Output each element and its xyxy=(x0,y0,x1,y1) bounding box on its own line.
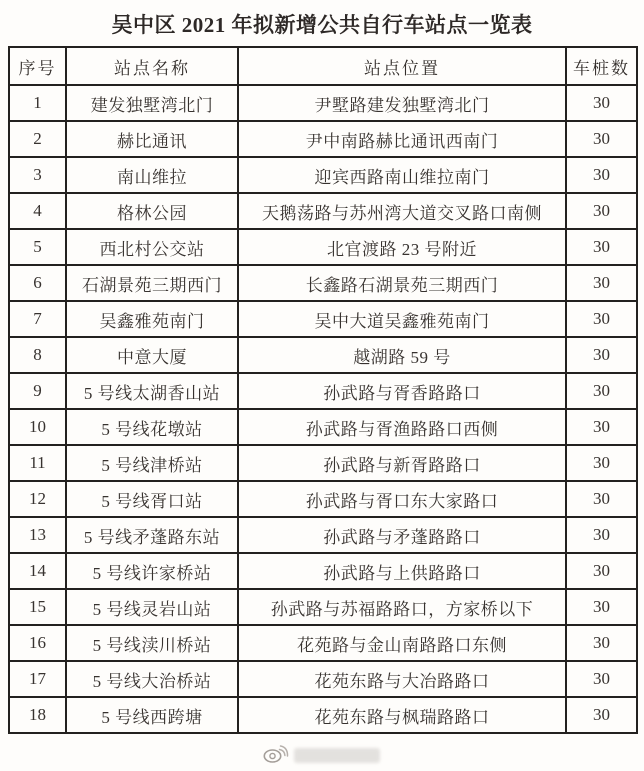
station-location-cell: 天鹅荡路与苏州湾大道交叉路口南侧 xyxy=(238,193,566,229)
col-header-location: 站点位置 xyxy=(238,47,566,85)
station-name-cell: 5 号线矛蓬路东站 xyxy=(66,517,238,553)
table-row xyxy=(9,661,637,697)
station-name-cell: 5 号线花墩站 xyxy=(66,409,238,445)
station-location-cell: 北官渡路 23 号附近 xyxy=(238,229,566,265)
station-location-cell: 尹中南路赫比通讯西南门 xyxy=(238,121,566,157)
station-location-cell: 孙武路与上供路路口 xyxy=(238,553,566,589)
pile-count-cell: 30 xyxy=(566,229,637,265)
station-name-cell: 5 号线灵岩山站 xyxy=(66,589,238,625)
row-index-cell: 9 xyxy=(9,373,66,409)
row-index-cell: 17 xyxy=(9,661,66,697)
table-row xyxy=(9,373,637,409)
row-index-cell: 5 xyxy=(9,229,66,265)
row-index-cell: 4 xyxy=(9,193,66,229)
station-name-cell: 格林公园 xyxy=(66,193,238,229)
station-location-cell: 花苑东路与大冶路路口 xyxy=(238,661,566,697)
station-location-cell: 花苑东路与枫瑞路路口 xyxy=(238,697,566,733)
station-location-cell: 吴中大道吴鑫雅苑南门 xyxy=(238,301,566,337)
pile-count-cell: 30 xyxy=(566,193,637,229)
col-header-name: 站点名称 xyxy=(66,47,238,85)
stations-table xyxy=(8,46,638,734)
pile-count-cell: 30 xyxy=(566,157,637,193)
station-location-cell: 孙武路与苏福路路口，方家桥以下 xyxy=(238,589,566,625)
station-location-cell: 花苑路与金山南路路口东侧 xyxy=(238,625,566,661)
page-title: 吴中区 2021 年拟新增公共自行车站点一览表 xyxy=(111,13,533,37)
table-row xyxy=(9,481,637,517)
table-row xyxy=(9,589,637,625)
station-name-cell: 西北村公交站 xyxy=(66,229,238,265)
row-index-cell: 15 xyxy=(9,589,66,625)
table-row xyxy=(9,697,637,733)
station-name-cell: 5 号线渎川桥站 xyxy=(66,625,238,661)
watermark xyxy=(262,742,380,769)
pile-count-cell: 30 xyxy=(566,265,637,301)
col-header-index: 序号 xyxy=(9,47,66,85)
table-row xyxy=(9,229,637,265)
row-index-cell: 10 xyxy=(9,409,66,445)
table-row xyxy=(9,301,637,337)
row-index-cell: 18 xyxy=(9,697,66,733)
weibo-logo-icon xyxy=(262,742,290,769)
row-index-cell: 16 xyxy=(9,625,66,661)
pile-count-cell: 30 xyxy=(566,517,637,553)
pile-count-cell: 30 xyxy=(566,481,637,517)
row-index-cell: 14 xyxy=(9,553,66,589)
station-name-cell: 石湖景苑三期西门 xyxy=(66,265,238,301)
station-location-cell: 迎宾西路南山维拉南门 xyxy=(238,157,566,193)
table-row xyxy=(9,85,637,121)
table-row xyxy=(9,121,637,157)
station-name-cell: 5 号线许家桥站 xyxy=(66,553,238,589)
station-name-cell: 5 号线胥口站 xyxy=(66,481,238,517)
pile-count-cell: 30 xyxy=(566,301,637,337)
watermark-smudge xyxy=(294,748,380,763)
station-location-cell: 越湖路 59 号 xyxy=(238,337,566,373)
table-row xyxy=(9,625,637,661)
table-row xyxy=(9,337,637,373)
pile-count-cell: 30 xyxy=(566,85,637,121)
row-index-cell: 11 xyxy=(9,445,66,481)
pile-count-cell: 30 xyxy=(566,445,637,481)
station-name-cell: 5 号线大治桥站 xyxy=(66,661,238,697)
station-name-cell: 中意大厦 xyxy=(66,337,238,373)
pile-count-cell: 30 xyxy=(566,409,637,445)
pile-count-cell: 30 xyxy=(566,337,637,373)
station-location-cell: 孙武路与胥香路路口 xyxy=(238,373,566,409)
pile-count-cell: 30 xyxy=(566,373,637,409)
table-row xyxy=(9,517,637,553)
table-row xyxy=(9,265,637,301)
pile-count-cell: 30 xyxy=(566,553,637,589)
table-row xyxy=(9,157,637,193)
station-location-cell: 孙武路与矛蓬路路口 xyxy=(238,517,566,553)
table-header-row xyxy=(9,47,637,85)
row-index-cell: 2 xyxy=(9,121,66,157)
station-name-cell: 吴鑫雅苑南门 xyxy=(66,301,238,337)
pile-count-cell: 30 xyxy=(566,589,637,625)
table-row xyxy=(9,445,637,481)
station-location-cell: 长鑫路石湖景苑三期西门 xyxy=(238,265,566,301)
table-row xyxy=(9,553,637,589)
col-header-piles: 车桩数 xyxy=(566,47,637,85)
station-name-cell: 5 号线太湖香山站 xyxy=(66,373,238,409)
station-name-cell: 赫比通讯 xyxy=(66,121,238,157)
pile-count-cell: 30 xyxy=(566,121,637,157)
station-location-cell: 孙武路与胥渔路路口西侧 xyxy=(238,409,566,445)
station-name-cell: 5 号线津桥站 xyxy=(66,445,238,481)
row-index-cell: 13 xyxy=(9,517,66,553)
row-index-cell: 1 xyxy=(9,85,66,121)
table-row xyxy=(9,409,637,445)
row-index-cell: 8 xyxy=(9,337,66,373)
pile-count-cell: 30 xyxy=(566,697,637,733)
table-row xyxy=(9,193,637,229)
pile-count-cell: 30 xyxy=(566,625,637,661)
station-name-cell: 南山维拉 xyxy=(66,157,238,193)
document-page xyxy=(0,9,644,734)
row-index-cell: 6 xyxy=(9,265,66,301)
row-index-cell: 3 xyxy=(9,157,66,193)
row-index-cell: 7 xyxy=(9,301,66,337)
station-name-cell: 建发独墅湾北门 xyxy=(66,85,238,121)
station-location-cell: 孙武路与胥口东大家路口 xyxy=(238,481,566,517)
station-location-cell: 孙武路与新胥路路口 xyxy=(238,445,566,481)
station-name-cell: 5 号线西跨塘 xyxy=(66,697,238,733)
row-index-cell: 12 xyxy=(9,481,66,517)
station-location-cell: 尹墅路建发独墅湾北门 xyxy=(238,85,566,121)
pile-count-cell: 30 xyxy=(566,661,637,697)
